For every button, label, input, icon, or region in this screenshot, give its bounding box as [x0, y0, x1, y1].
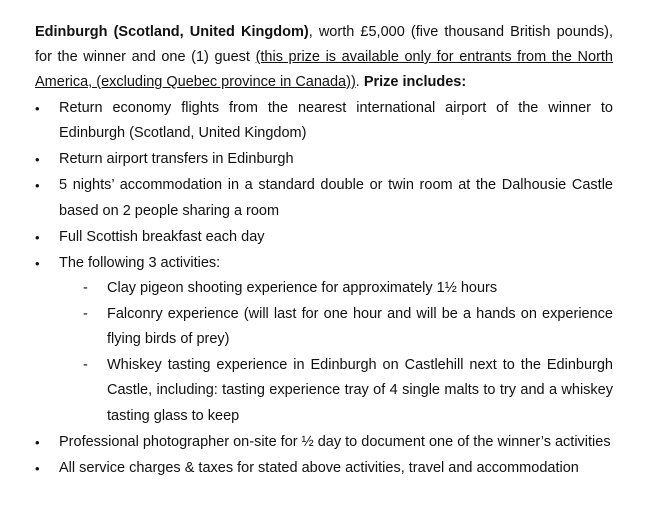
bullet-icon: • — [35, 229, 40, 245]
list-item-text: Professional photographer on-site for ½ day to document one of the winner’s activities — [59, 433, 611, 450]
sub-list-item-text: Falconry experience (will last for one hour and will be a hands on experience flying birds of prey) — [107, 305, 613, 347]
list-item — [35, 96, 613, 147]
list-item-text: Return economy flights from the nearest international airport of the winner to Edinburgh (Scotland, United Kingdom) — [59, 99, 613, 141]
intro-text: , worth £5,000 (five thousand British pounds), for the winner and one (1) guest — [35, 24, 613, 65]
sub-list-item-text: Clay pigeon shooting experience for approximately 1½ hours — [107, 280, 498, 296]
sub-list-item — [59, 353, 613, 430]
list-item-text: The following 3 activities: — [59, 254, 221, 271]
bullet-icon: • — [35, 178, 40, 193]
list-item — [35, 147, 613, 173]
list-item-text: 5 nights’ accommodation in a standard double or twin room at the Dalhousie Castle based on 2 people sharing a room — [59, 177, 613, 219]
list-item — [35, 173, 613, 224]
eligibility-note: (this prize is available only for entrants from the North America, (excluding Quebec province in Canada)) — [35, 49, 613, 90]
list-item-text: All service charges & taxes for stated above activities, travel and accommodation — [59, 459, 579, 476]
prize-includes-label: Prize includes: — [363, 74, 467, 90]
bullet-icon: • — [35, 255, 40, 271]
list-item-text: Full Scottish breakfast each day — [59, 228, 265, 245]
activities-sublist — [59, 276, 613, 429]
bullet-icon: • — [35, 460, 40, 476]
list-item — [35, 456, 613, 482]
sub-list-item — [59, 276, 613, 302]
prize-destination: Edinburgh (Scotland, United Kingdom) — [35, 24, 309, 40]
list-item — [35, 251, 613, 430]
list-item-text: Return airport transfers in Edinburgh — [59, 151, 294, 167]
sub-list-item-text: Whiskey tasting experience in Edinburgh on Castlehill next to the Edinburgh Castle, including: tasting experience tray of 4 single malts to try and a whiskey tasting glass to keep — [107, 356, 613, 424]
intro-text-separator: . — [355, 74, 364, 90]
prize-list — [35, 96, 613, 482]
bullet-icon: • — [35, 152, 40, 167]
dash-icon: - — [83, 280, 88, 296]
bullet-icon: • — [35, 100, 40, 116]
dash-icon: - — [83, 305, 88, 322]
sub-list-item — [59, 302, 613, 353]
list-item — [35, 430, 613, 456]
dash-icon: - — [83, 356, 88, 373]
intro-paragraph — [35, 20, 613, 95]
bullet-icon: • — [35, 434, 40, 450]
list-item — [35, 225, 613, 251]
